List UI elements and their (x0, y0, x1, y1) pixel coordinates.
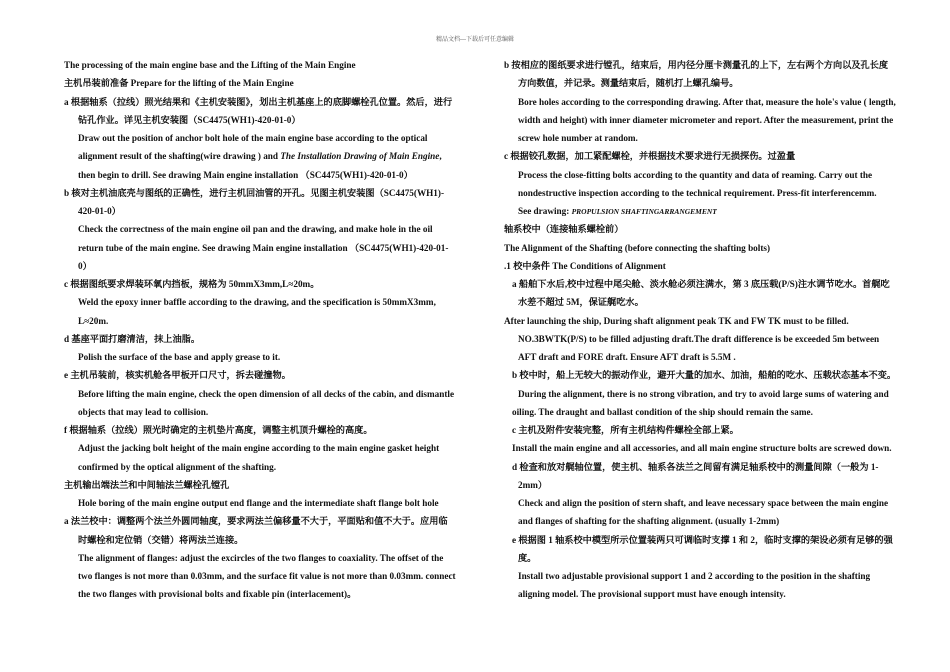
line-text: Install the main engine and all accessories, and all main engine structure bolts are screwed down. (512, 443, 892, 454)
line-text: b 按相应的图纸要求进行镗孔，结束后，用内径分厘卡测量孔的上下，左右两个方向以及孔长度 (504, 60, 889, 70)
left-column (64, 56, 476, 604)
line-text: oiling. The draught and ballast condition of the ship should remain the same. (512, 406, 813, 417)
line-text: 420-01-0） (78, 206, 121, 216)
text-line (64, 275, 476, 293)
text-line (504, 93, 916, 111)
line-text: See drawing: (518, 206, 572, 216)
text-line (504, 421, 916, 439)
text-line (64, 531, 476, 549)
text-line (504, 403, 916, 421)
line-text: During the alignment, there is no strong vibration, and try to avoid large sums of watering and (518, 388, 889, 399)
line-text: 水差不超过 5M，保证艉吃水。 (518, 297, 644, 308)
text-line (504, 293, 916, 311)
line-text: 主机吊装前准备 Prepare for the lifting of the Main Engine (64, 78, 294, 89)
line-text: e 根据图 1 轴系校中模型所示位置装两只可调临时支撑 1 和 2，临时支撑的架设必须有足够的强 (512, 534, 893, 545)
text-line (504, 184, 916, 202)
text-line (504, 56, 916, 74)
line-text: objects that may lead to collision. (78, 406, 209, 417)
text-line (64, 385, 476, 403)
line-text: L≈20m. (78, 315, 109, 326)
line-text: 钻孔作业。详见主机安装图（SC4475(WH1)-420-01-0） (78, 114, 301, 125)
text-line (64, 458, 476, 476)
line-text: .1 校中条件 The Conditions of Alignment (504, 260, 666, 271)
text-line (504, 458, 916, 476)
text-line (64, 257, 476, 275)
text-line (504, 348, 916, 366)
text-line (504, 257, 916, 275)
line-text: Weld the epoxy inner baffle according to the drawing, and the specification is 50mmX3mm, (78, 297, 436, 308)
line-text: Hole boring of the main engine output end flange and the intermediate shaft flange bolt hole (78, 498, 439, 508)
text-line (504, 239, 916, 257)
line-text: the two flanges with provisional bolts and fixable pin (interlacement)。 (78, 589, 357, 600)
text-line (64, 549, 476, 567)
text-line (64, 512, 476, 530)
line-text: c 主机及附件安装完整，所有主机结构件螺栓全部上紧。 (512, 425, 739, 435)
line-text: a 法兰校中：调整两个法兰外圆同轴度，要求两法兰偏移量不大于，平面贴和值不大于。应用临 (64, 516, 448, 527)
line-text: 0） (78, 260, 92, 271)
line-text: 主机输出端法兰和中间轴法兰螺栓孔镗孔 (64, 479, 230, 490)
line-text: Bore holes according to the corresponding drawing. After that, measure the hole's value ( length, (518, 96, 896, 107)
line-text: a 船舶下水后,校中过程中尾尖舱、淡水舱必须注满水，第 3 底压载(P/S)注水调节吃水。首艉吃 (512, 279, 890, 289)
text-line (64, 147, 476, 165)
line-text: Install two adjustable provisional support 1 and 2 according to the position in the shafting (518, 571, 871, 581)
right-column (504, 56, 916, 604)
line-text: nondestructive inspection according to the technical requirement. Press-fit interferencemm. (518, 187, 877, 198)
text-line (504, 147, 916, 165)
text-line (64, 439, 476, 457)
line-text: and flanges of shafting for the shafting alignment. (usually 1-2mm) (518, 516, 780, 527)
text-line (64, 476, 476, 494)
line-text: then begin to drill. See drawing Main engine installation （SC4475(WH1)-420-01-0） (78, 169, 413, 180)
line-text: b 核对主机油底壳与图纸的正确性，进行主机回油管的开孔。见图主机安装图（SC4475(WH1)- (64, 187, 445, 198)
line-suffix: , (439, 151, 442, 162)
line-text: f 根据轴系（拉线）照光时确定的主机垫片高度，调整主机顶升螺栓的高度。 (64, 425, 373, 435)
text-line (504, 166, 916, 184)
line-text: AFT draft and FORE draft. Ensure AFT draft is 5.5M . (518, 352, 736, 362)
line-text: screw hole number at random. (518, 133, 638, 143)
text-line (64, 56, 476, 74)
line-text: alignment result of the shafting(wire drawing ) and (78, 151, 281, 162)
text-line (64, 293, 476, 311)
line-text: Check and align the position of stern shaft, and leave necessary space between the main engine (518, 498, 889, 508)
text-line (504, 275, 916, 293)
line-text: Check the correctness of the main engine oil pan and the drawing, and make hole in the oil (78, 224, 433, 235)
text-line (64, 111, 476, 129)
text-line (504, 567, 916, 585)
line-text: c 根据铰孔数据，加工紧配螺栓，并根据技术要求进行无损探伤。过盈量 (504, 151, 796, 162)
text-line (64, 494, 476, 512)
line-text: Before lifting the main engine, check the open dimension of all decks of the cabin, and dismantle (78, 388, 455, 399)
text-line (504, 549, 916, 567)
text-line (504, 531, 916, 549)
line-text: confirmed by the optical alignment of the shafting. (78, 461, 277, 472)
line-text: c 根据图纸要求焊装环氧内挡板，规格为 50mmX3mm,L≈20m。 (64, 279, 320, 289)
text-line (504, 494, 916, 512)
line-text: width and height) with inner diameter micrometer and report. After the measurement, print the (518, 114, 894, 125)
text-line (64, 403, 476, 421)
line-text: return tube of the main engine. See drawing Main engine installation （SC4475(WH1)-420-01- (78, 242, 449, 253)
line-text: two flanges is not more than 0.03mm, and the surface fit value is not more than 0.03mm. connect (78, 571, 456, 581)
line-text: d 基座平面打磨清洁，抹上油脂。 (64, 333, 201, 344)
page-header: 精品文档---下载后可任意编辑 (436, 37, 514, 43)
text-line (504, 220, 916, 238)
line-text: NO.3BWTK(P/S) to be filled adjusting draft.The draft difference is be exceeded 5m between (518, 333, 880, 344)
line-text: The processing of the main engine base and the Lifting of the Main Engine (64, 60, 356, 70)
text-line (504, 312, 916, 330)
text-line (504, 74, 916, 92)
text-line (64, 202, 476, 220)
text-line (64, 220, 476, 238)
line-text: b 校中时，船上无较大的振动作业，避开大量的加水、加油，船舶的吃水、压载状态基本不变。 (512, 370, 897, 381)
line-text: The alignment of flanges: adjust the excircles of the two flanges to coaxiality. The offset of the (78, 552, 444, 563)
text-line (504, 330, 916, 348)
line-text: aligning model. The provisional support must have enough intensity. (518, 589, 786, 600)
text-line (504, 512, 916, 530)
line-text: e 主机吊装前，核实机舱各甲板开口尺寸，拆去碰撞物。 (64, 370, 291, 381)
text-line (504, 129, 916, 147)
line-text: Draw out the position of anchor bolt hole of the main engine base according to the optical (78, 133, 428, 143)
line-text: 方向数值，并记录。测量结束后，随机打上螺孔编号。 (518, 78, 739, 89)
line-text: 时螺栓和定位销（交错）将两法兰连接。 (78, 534, 244, 545)
line-text: Adjust the jacking bolt height of the main engine according to the main engine gasket height (78, 443, 440, 454)
line-text: d 检查和放对艉轴位置，使主机、轴系各法兰之间留有满足轴系校中的测量间隙（一般为 1- (512, 461, 879, 472)
line-text: The Alignment of the Shafting (before connecting the shafting bolts) (504, 242, 771, 253)
text-line (504, 202, 916, 220)
line-text: 2mm） (518, 479, 548, 490)
text-line (64, 348, 476, 366)
text-line (64, 239, 476, 257)
line-text: 度。 (518, 552, 537, 563)
text-line (64, 74, 476, 92)
text-line (64, 129, 476, 147)
line-text: a 根据轴系（拉线）照光结果和《主机安装图》，划出主机基座上的底脚螺栓孔位置。然后，进行 (64, 96, 453, 107)
text-line (64, 585, 476, 603)
text-line (64, 421, 476, 439)
line-text: Process the close-fitting bolts according to the quantity and data of reaming. Carry out the (518, 169, 873, 180)
drawing-name: PROPULSION SHAFTINGARRANGEMENT (571, 207, 717, 216)
text-line (504, 439, 916, 457)
italic-title: The Installation Drawing of Main Engine (280, 151, 440, 162)
line-text: 轴系校中（连接轴系螺栓前） (504, 224, 624, 235)
text-line (504, 585, 916, 603)
text-line (64, 366, 476, 384)
text-line (504, 111, 916, 129)
text-line (504, 366, 916, 384)
line-text: Polish the surface of the base and apply grease to it. (78, 352, 281, 362)
line-text: After launching the ship, During shaft alignment peak TK and FW TK must to be filled. (504, 315, 849, 326)
text-line (64, 93, 476, 111)
text-line (64, 184, 476, 202)
text-line (64, 567, 476, 585)
text-line (504, 385, 916, 403)
text-line (504, 476, 916, 494)
text-line (64, 312, 476, 330)
text-line (64, 166, 476, 184)
text-line (64, 330, 476, 348)
